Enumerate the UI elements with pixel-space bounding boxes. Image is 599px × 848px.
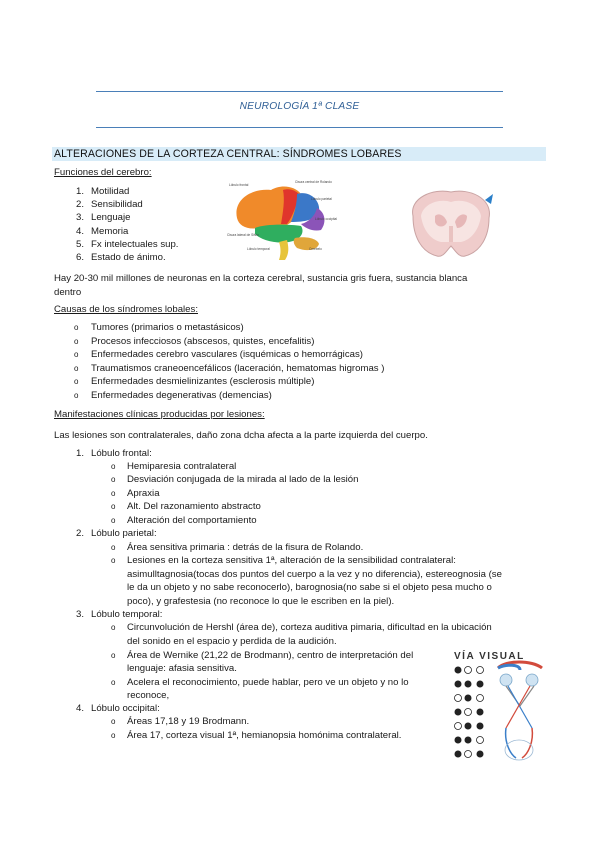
bullet-icon: o bbox=[74, 391, 79, 400]
via-visual-title: VÍA VISUAL bbox=[454, 651, 525, 662]
list-item: Área de Wernike (21,22 de Brodmann), centro de interpretación del bbox=[127, 650, 414, 661]
list-item-continuation: poco), y grafestesia (no reconoce lo que le escriben en la piel). bbox=[127, 596, 395, 607]
list-number: 2. bbox=[75, 528, 84, 539]
list-number: 6. bbox=[75, 252, 84, 263]
bullet-icon: o bbox=[111, 717, 116, 726]
list-item: Enfermedades desmielinizantes (esclerosis múltiple) bbox=[91, 376, 315, 387]
list-item: Memoria bbox=[91, 226, 129, 237]
bullet-icon: o bbox=[111, 678, 116, 687]
header-rule-top bbox=[96, 91, 503, 92]
list-item: Fx intelectuales sup. bbox=[91, 239, 179, 250]
list-item: Lesiones en la corteza sensitiva 1ª, alteración de la sensibilidad contralateral: bbox=[127, 555, 456, 566]
neuronas-line-2: dentro bbox=[54, 287, 82, 298]
list-item: Área 17, corteza visual 1ª, hemianopsia homónima contralateral. bbox=[127, 730, 402, 741]
bullet-icon: o bbox=[74, 323, 79, 332]
brain-label-cerebelo: Cerebelo bbox=[309, 247, 322, 251]
list-item-continuation: asimulltagnosia(tocas dos puntos del cuerpo a la vez y no diferencia), estereognosia (se bbox=[127, 569, 502, 580]
list-item: Enfermedades degenerativas (demencias) bbox=[91, 390, 272, 401]
bullet-icon: o bbox=[74, 350, 79, 359]
lobulo-occipital-label: Lóbulo occipital: bbox=[91, 703, 160, 714]
manifestaciones-heading: Manifestaciones clínicas producidas por lesiones: bbox=[54, 409, 265, 420]
brain-label-occipital: Lóbulo occipital bbox=[315, 217, 337, 221]
list-item: Alteración del comportamiento bbox=[127, 515, 257, 526]
list-item-continuation: le da un objeto y no sabe reconocerlo), barognosia(no sabe si el objeto pesa mucho o bbox=[127, 582, 492, 593]
page-title: NEUROLOGÍA 1ª CLASE bbox=[239, 101, 360, 112]
list-item: Motilidad bbox=[91, 186, 130, 197]
list-item: Desviación conjugada de la mirada al lado de la lesión bbox=[127, 474, 359, 485]
manifestaciones-intro: Las lesiones son contralaterales, daño zona dcha afecta a la parte izquierda del cuerpo. bbox=[54, 430, 428, 441]
bullet-icon: o bbox=[111, 623, 116, 632]
bullet-icon: o bbox=[74, 337, 79, 346]
list-item: Enfermedades cerebro vasculares (isquémicas o hemorrágicas) bbox=[91, 349, 363, 360]
list-number: 2. bbox=[75, 199, 84, 210]
bullet-icon: o bbox=[111, 543, 116, 552]
section-title: ALTERACIONES DE LA CORTEZA CENTRAL: SÍNDROMES LOBARES bbox=[54, 148, 402, 160]
list-item-continuation: del sonido en el espacio y perdida de la audición. bbox=[127, 636, 337, 647]
causas-heading: Causas de los síndromes lobales: bbox=[54, 304, 198, 315]
bullet-icon: o bbox=[111, 516, 116, 525]
bullet-icon: o bbox=[111, 502, 116, 511]
lobulo-frontal-label: Lóbulo frontal: bbox=[91, 448, 152, 459]
visual-field-circles bbox=[455, 667, 484, 758]
brain-label-parietal: Lóbulo parietal bbox=[311, 197, 332, 201]
brain-label-cisura-lateral: Cisura lateral de Silvio bbox=[227, 233, 259, 237]
list-number: 4. bbox=[75, 703, 84, 714]
brain-lobes-illustration bbox=[225, 178, 343, 262]
neuronas-line-1: Hay 20-30 mil millones de neuronas en la corteza cerebral, sustancia gris fuera, sustancia blanca bbox=[54, 273, 468, 284]
list-item: Procesos infecciosos (abscesos, quistes, encefalitis) bbox=[91, 336, 315, 347]
bullet-icon: o bbox=[111, 556, 116, 565]
bullet-icon: o bbox=[74, 364, 79, 373]
brain-coronal-section-image bbox=[405, 186, 497, 266]
list-item: Tumores (primarios o metastásicos) bbox=[91, 322, 244, 333]
funciones-heading: Funciones del cerebro: bbox=[54, 167, 152, 178]
lobulo-temporal-label: Lóbulo temporal: bbox=[91, 609, 163, 620]
optic-pathway bbox=[498, 662, 542, 760]
bullet-icon: o bbox=[111, 489, 116, 498]
list-item: Circunvolución de Hershl (área de), corteza auditiva pimaria, dificultad en la ubicación bbox=[127, 622, 492, 633]
list-item-continuation: lenguaje: afasia sensitiva. bbox=[127, 663, 237, 674]
list-item: Lenguaje bbox=[91, 212, 131, 223]
list-item: Estado de ánimo. bbox=[91, 252, 166, 263]
list-item: Alt. Del razonamiento abstracto bbox=[127, 501, 261, 512]
via-visual-diagram bbox=[450, 646, 548, 766]
brain-label-frontal: Lóbulo frontal bbox=[229, 183, 249, 187]
list-number: 3. bbox=[75, 212, 84, 223]
bullet-icon: o bbox=[74, 377, 79, 386]
list-item: Apraxia bbox=[127, 488, 160, 499]
bullet-icon: o bbox=[111, 475, 116, 484]
list-item: Hemiparesia contralateral bbox=[127, 461, 237, 472]
list-item-continuation: reconoce, bbox=[127, 690, 170, 701]
header-rule-bottom bbox=[96, 127, 503, 128]
bullet-icon: o bbox=[111, 462, 116, 471]
list-number: 3. bbox=[75, 609, 84, 620]
list-item: Traumatismos craneoencefálicos (laceración, hematomas higromas ) bbox=[91, 363, 385, 374]
list-number: 5. bbox=[75, 239, 84, 250]
brain-label-cisura-central: Cisura central de Rolando bbox=[295, 180, 332, 184]
brain-label-temporal: Lóbulo temporal bbox=[247, 247, 270, 251]
list-item: Acelera el reconocimiento, puede hablar, pero ve un objeto y no lo bbox=[127, 677, 409, 688]
list-number: 1. bbox=[75, 448, 84, 459]
list-number: 1. bbox=[75, 186, 84, 197]
lobulo-parietal-label: Lóbulo parietal: bbox=[91, 528, 157, 539]
bullet-icon: o bbox=[111, 651, 116, 660]
list-number: 4. bbox=[75, 226, 84, 237]
bullet-icon: o bbox=[111, 731, 116, 740]
list-item: Áreas 17,18 y 19 Brodmann. bbox=[127, 716, 250, 727]
list-item: Área sensitiva primaria : detrás de la fisura de Rolando. bbox=[127, 542, 364, 553]
list-item: Sensibilidad bbox=[91, 199, 143, 210]
